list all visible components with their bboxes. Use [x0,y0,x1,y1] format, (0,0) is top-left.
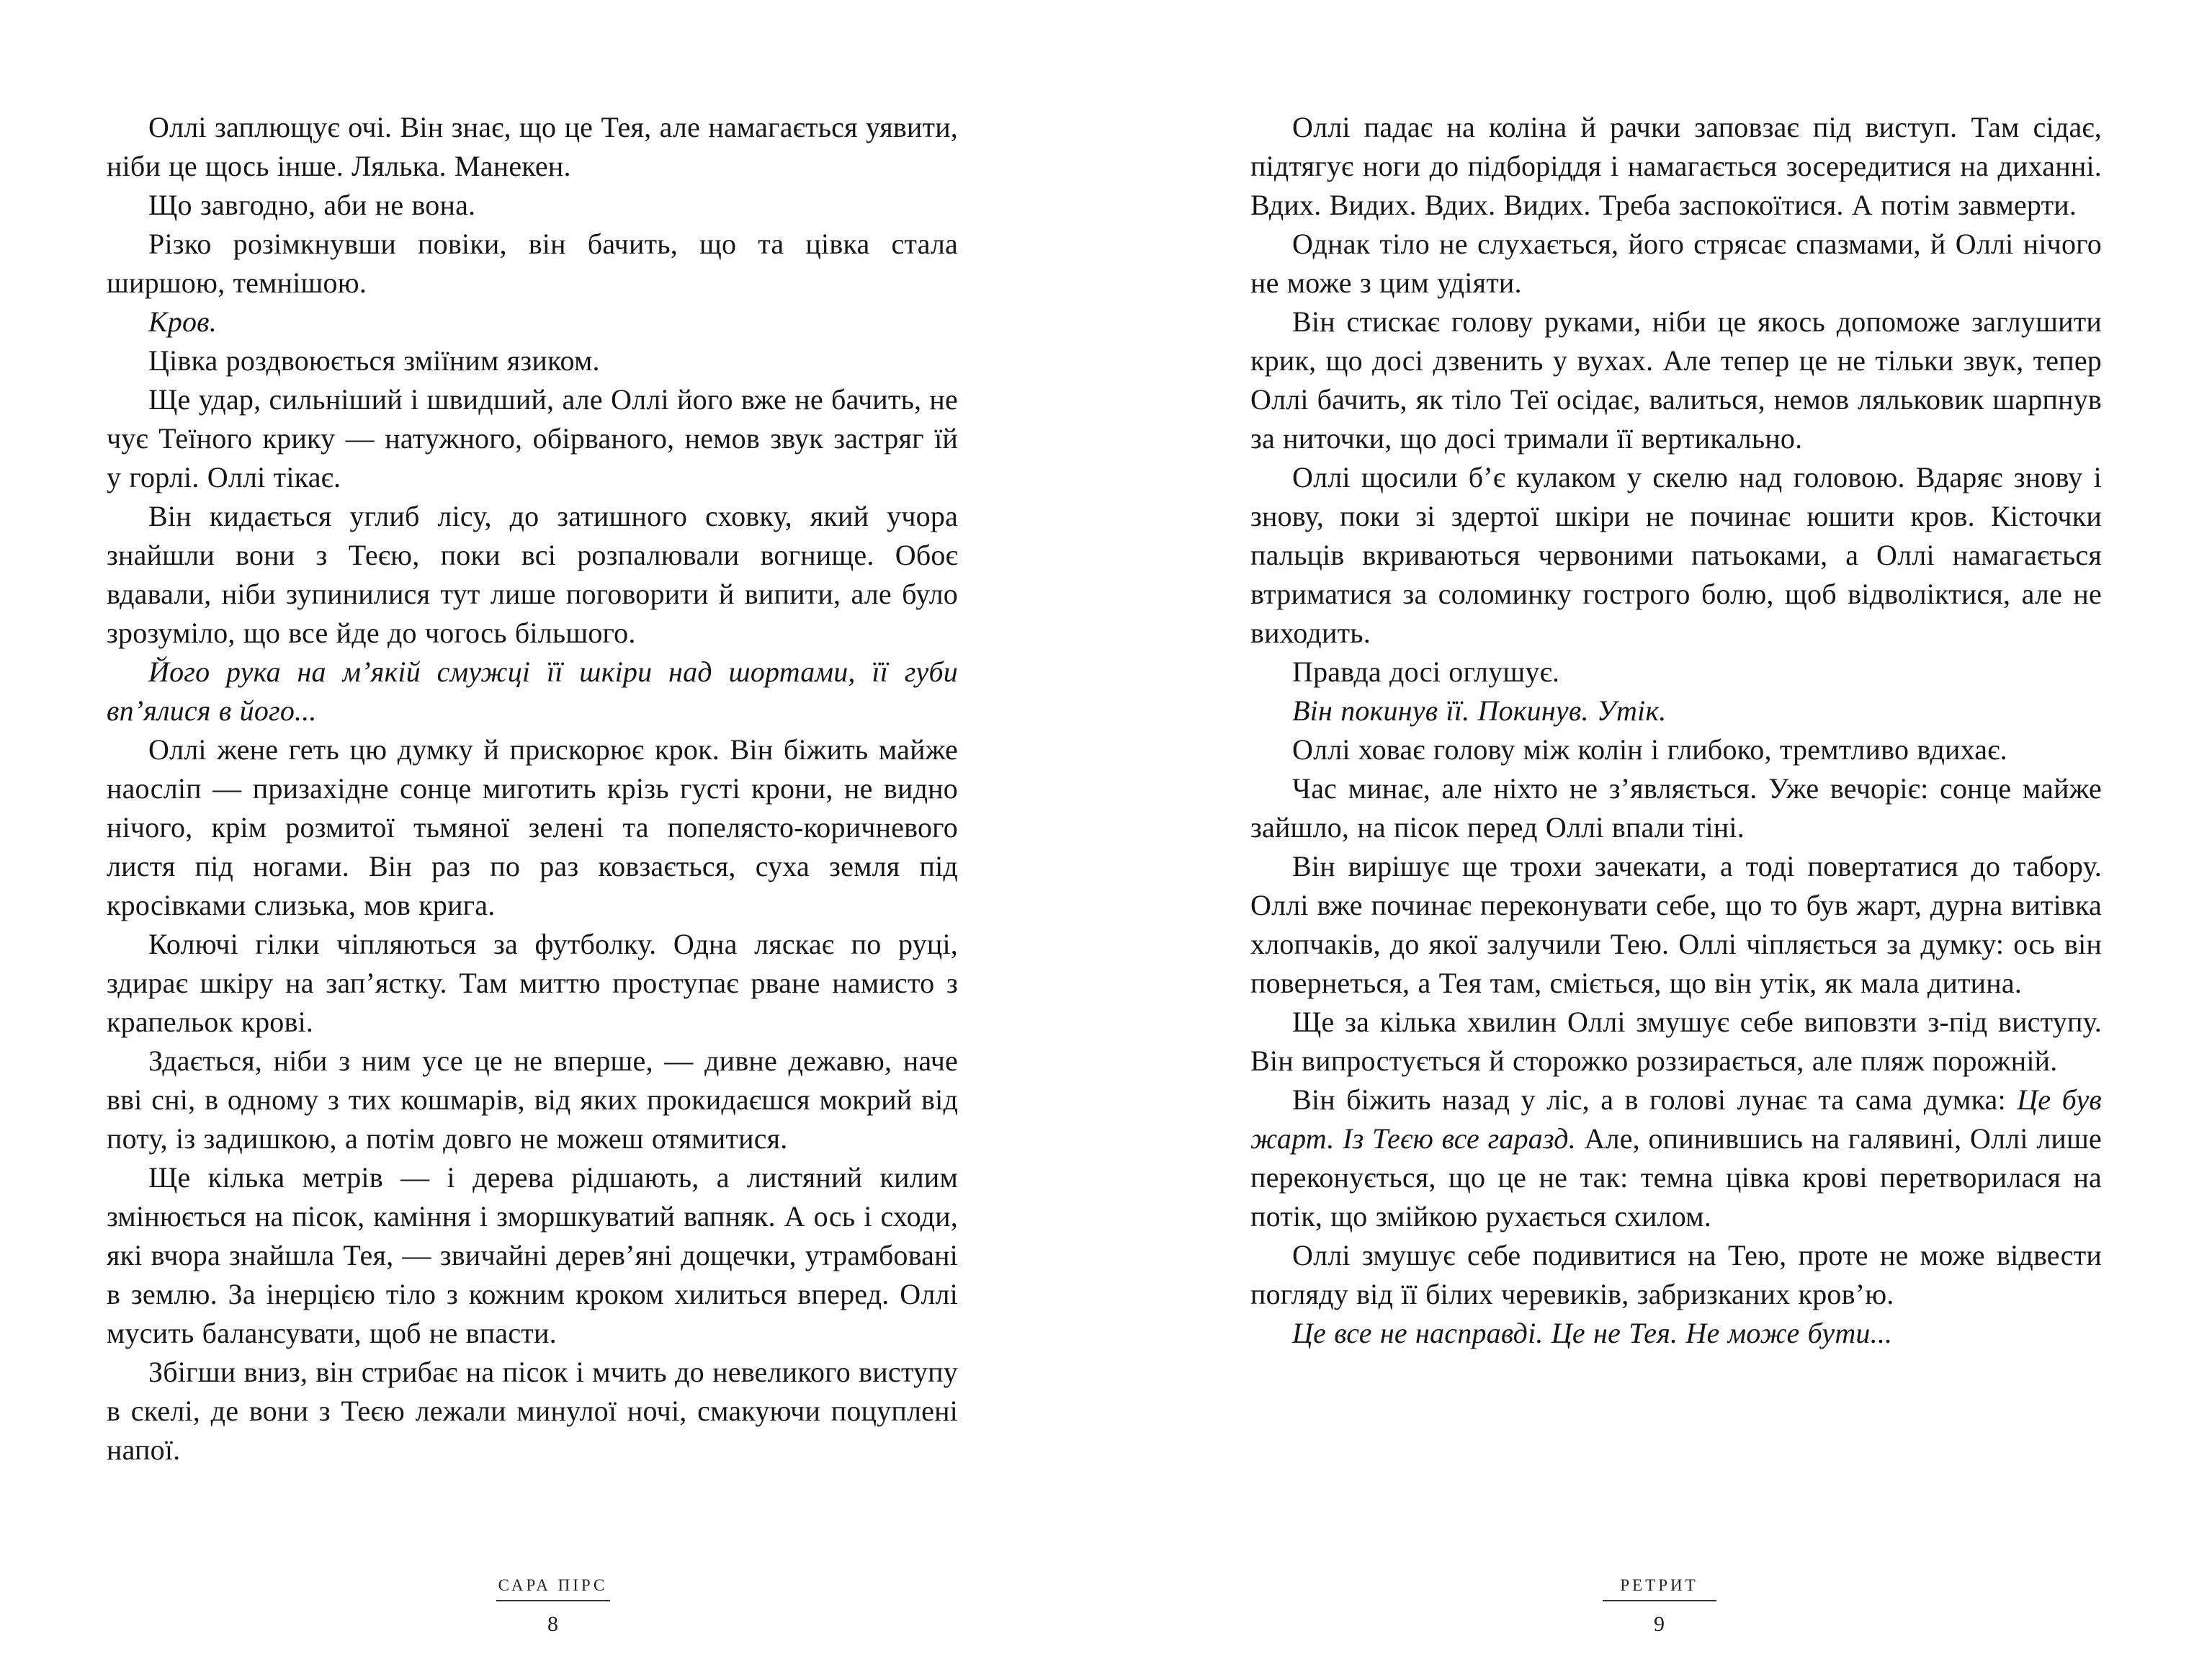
paragraph [1250,1236,2102,1314]
text-segment: Різко розімкнувши повіки, він бачить, що та цівка стала ширшою, темнішою. [107,228,958,299]
text-segment: Ще удар, сильніший і швидший, але Оллі його вже не бачить, не чує Теїного крику — натужного, обірваного, немов звук застряг їй у горлі. Оллі тікає. [107,383,958,493]
text-segment: Оллі падає на коліна й рачки заповзає під виступ. Там сідає, підтягує ноги до підборіддя і намагається зосередитися на диханні. Вдих. Видих. Вдих. Видих. Треба заспокоїтися. А потім завмерти. [1250,111,2102,221]
paragraph [1250,1081,2102,1236]
paragraph [1250,458,2102,653]
paragraph [107,108,958,186]
text-segment: Збігши вниз, він стрибає на пісок і мчить до невеликого виступу в скелі, де вони з Теєю лежали минулої ночі, смакуючи поцуплені напої. [107,1356,958,1466]
paragraph [107,303,958,341]
text-segment: Колючі гілки чіпляються за футболку. Одна ляскає по руці, здирає шкіру на зап’ястку. Там миттю проступає рване намисто з крапельок крові. [107,928,958,1038]
paragraph [107,730,958,925]
running-title: САРА ПІРС [498,1576,608,1594]
page-number: 8 [547,1612,558,1636]
paragraph [1250,1314,2102,1353]
paragraph [1250,225,2102,303]
right-page [1106,0,2212,1659]
italic-text-segment: Кров. [148,305,217,338]
text-segment: Він стискає голову руками, ніби це якось допоможе заглушити крик, що досі дзвенить у вухах. Але тепер це не тільки звук, тепер Оллі бачить, як тіло Теї осідає, валиться, немов ляльковик шарпнув за ниточки, що досі тримали її вертикально. [1250,305,2102,455]
italic-text-segment: Це був жарт. Із Теєю все гаразд. [1250,1083,2102,1155]
paragraph [107,925,958,1042]
italic-text-segment: Це все не насправді. Це не Тея. Не може бути... [1292,1317,1893,1349]
paragraph [107,186,958,225]
paragraph [107,341,958,380]
paragraph [1250,692,2102,730]
footer-rule-divider [1603,1600,1716,1601]
text-segment: Але, опинившись на галявині, Оллі лише переконується, що це не так: темна цівка крові перетворилася на потік, що змійкою рухається схилом. [1250,1122,2102,1233]
text-segment: Цівка роздвоюється зміїним язиком. [148,344,600,377]
paragraph [1250,653,2102,692]
text-segment: Здається, ніби з ним усе це не вперше, — дивне дежавю, наче вві сні, в одному з тих кошмарів, від яких прокидаєшся мокрий від поту, із задишкою, а потім довго не можеш отямитися. [107,1045,958,1155]
paragraph [1250,847,2102,1003]
right-page-body-text [1250,108,2102,1353]
left-page-body-text [107,108,958,1470]
paragraph [107,1353,958,1470]
paragraph [107,380,958,497]
text-segment: Правда досі оглушує. [1292,656,1560,688]
text-segment: Ще кілька метрів — і дерева рідшають, а листяний килим змінюється на пісок, каміння і зморшкуватий вапняк. А ось і сходи, які вчора знайшла Тея, — звичайні дерев’яні дощечки, утрамбовані в землю. За інерцією тіло з кожним кроком хилиться вперед. Оллі мусить балансувати, щоб не впасти. [107,1161,958,1349]
paragraph [1250,730,2102,769]
italic-text-segment: Його рука на м’якій смужці її шкіри над шортами, її губи вп’ялися в його... [107,656,958,727]
text-segment: Він кидається углиб лісу, до затишного сховку, який учора знайшли вони з Теєю, поки всі розпалювали вогнище. Обоє вдавали, ніби зупинилися тут лише поговорити й випити, але було зрозуміло, що все йде до чогось більшого. [107,500,958,649]
text-segment: Ще за кілька хвилин Оллі змушує себе виповзти з-під виступу. Він випростується й сторожко роззирається, але пляж порожній. [1250,1006,2102,1077]
page-number: 9 [1654,1612,1665,1636]
paragraph [107,497,958,653]
paragraph [1250,769,2102,847]
text-segment: Він вирішує ще трохи зачекати, а тоді повертатися до табору. Оллі вже починає переконувати себе, що то був жарт, дурна витівка хлопчаків, до якої залучили Тею. Оллі чіпляється за думку: ось він повернеться, а Тея там, сміється, що він утік, як мала дитина. [1250,850,2102,999]
text-segment: Оллі ховає голову між колін і глибоко, тремтливо вдихає. [1292,733,2007,766]
text-segment: Оллі змушує себе подивитися на Тею, проте не може відвести погляду від її білих черевиків, забризканих кров’ю. [1250,1239,2102,1310]
paragraph [1250,108,2102,225]
text-segment: Час минає, але ніхто не з’являється. Уже вечоріє: сонце майже зайшло, на пісок перед Оллі впали тіні. [1250,772,2102,844]
text-segment: Однак тіло не слухається, його стрясає спазмами, й Оллі нічого не може з цим удіяти. [1250,228,2102,299]
text-segment: Оллі жене геть цю думку й прискорює крок. Він біжить майже наосліп — призахідне сонце миготить крізь густі крони, не видно нічого, крім розмитої тьмяної зелені та попелясто-коричневого листя під ногами. Він раз по раз ковзається, суха земля під кросівками слизька, мов крига. [107,733,958,921]
running-title: РЕТРИТ [1620,1576,1698,1594]
paragraph [107,1042,958,1158]
paragraph [1250,303,2102,458]
text-segment: Оллі заплющує очі. Він знає, що це Тея, але намагається уявити, ніби це щось інше. Лялька. Манекен. [107,111,958,182]
text-segment: Він біжить назад у ліс, а в голові лунає та сама думка: [1292,1083,2018,1116]
paragraph [1250,1003,2102,1081]
italic-text-segment: Він покинув її. Покинув. Утік. [1292,694,1667,727]
right-page-footer [1106,1576,2212,1636]
paragraph [107,653,958,730]
paragraph [107,225,958,303]
left-page-footer [0,1576,1106,1636]
paragraph [107,1158,958,1353]
text-segment: Що завгодно, аби не вона. [148,189,476,221]
footer-rule-divider [496,1600,610,1601]
text-segment: Оллі щосили б’є кулаком у скелю над головою. Вдаряє знову і знову, поки зі здертої шкіри не починає юшити кров. Кісточки пальців вкриваються червоними патьоками, а Оллі намагається втриматися за соломинку гострого болю, щоб відволіктися, але не виходить. [1250,461,2102,649]
